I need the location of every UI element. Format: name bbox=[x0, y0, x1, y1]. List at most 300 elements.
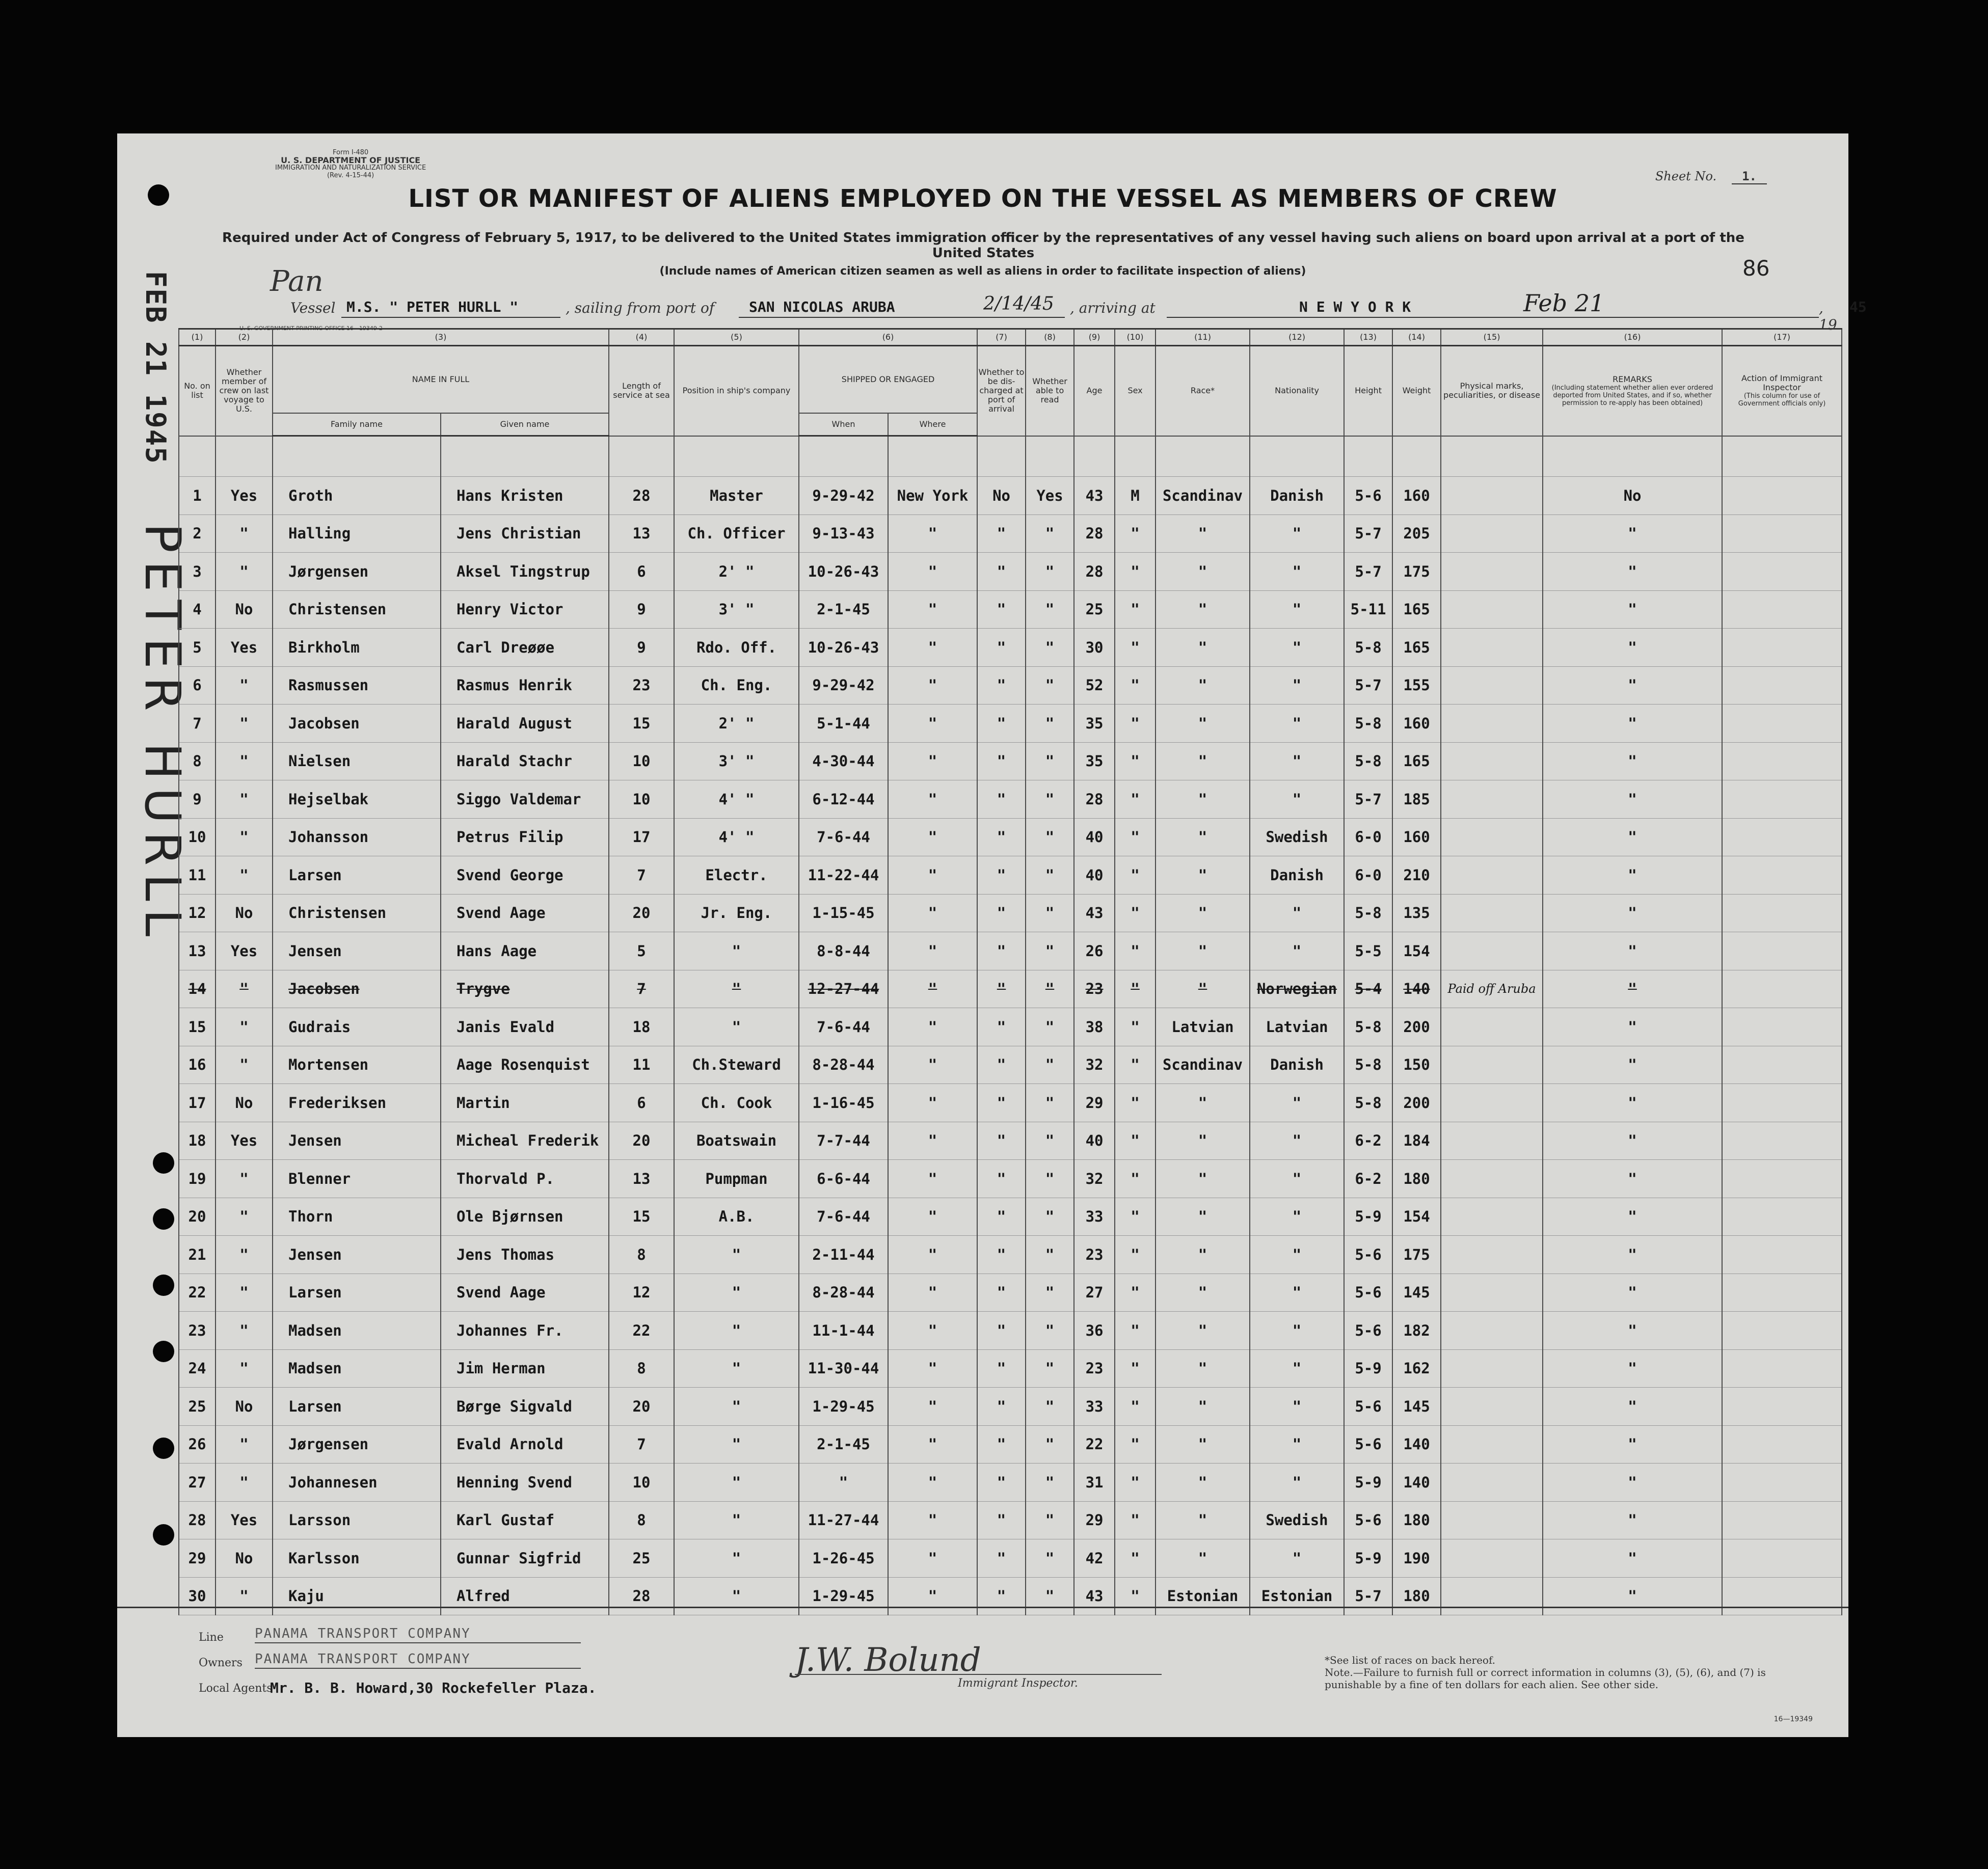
age: 32 bbox=[1074, 1160, 1115, 1198]
weight: 150 bbox=[1392, 1046, 1441, 1084]
inspector-action bbox=[1722, 742, 1842, 780]
family-name: Jørgensen bbox=[273, 553, 441, 591]
physical-marks bbox=[1441, 1577, 1543, 1615]
given-name: Jens Christian bbox=[441, 514, 609, 553]
row-number: 4 bbox=[179, 590, 216, 629]
given-name: Aksel Tingstrup bbox=[441, 553, 609, 591]
row-number: 21 bbox=[179, 1236, 216, 1274]
crew-row bbox=[179, 742, 1842, 780]
height: 5-5 bbox=[1344, 932, 1392, 970]
nationality: " bbox=[1250, 894, 1344, 932]
nationality: " bbox=[1250, 1349, 1344, 1388]
physical-marks bbox=[1441, 742, 1543, 780]
sex: " bbox=[1115, 1274, 1156, 1312]
race: Scandinav bbox=[1156, 477, 1250, 515]
inspector-action bbox=[1722, 514, 1842, 553]
family-name: Johannesen bbox=[273, 1464, 441, 1502]
remarks: " bbox=[1543, 1425, 1722, 1464]
discharged: " bbox=[977, 818, 1026, 856]
physical-marks bbox=[1441, 1274, 1543, 1312]
nationality: " bbox=[1250, 1388, 1344, 1426]
crew-row bbox=[179, 1122, 1842, 1160]
family-name: Rasmussen bbox=[273, 666, 441, 705]
inspector-action bbox=[1722, 1236, 1842, 1274]
family-name: Birkholm bbox=[273, 629, 441, 667]
shipped-when: 7-6-44 bbox=[799, 818, 888, 856]
shipped-where: " bbox=[888, 590, 977, 629]
able-to-read: " bbox=[1026, 1122, 1074, 1160]
col-nationality: Nationality bbox=[1250, 346, 1344, 436]
length-of-service: 9 bbox=[609, 629, 674, 667]
able-to-read: " bbox=[1026, 1501, 1074, 1539]
row-number: 2 bbox=[179, 514, 216, 553]
last-voyage: " bbox=[216, 514, 273, 553]
remarks: " bbox=[1543, 1008, 1722, 1046]
col-race: Race* bbox=[1156, 346, 1250, 436]
physical-marks bbox=[1441, 1160, 1543, 1198]
length-of-service: 13 bbox=[609, 1160, 674, 1198]
footer-divider bbox=[117, 1607, 1848, 1608]
length-of-service: 7 bbox=[609, 856, 674, 895]
row-number: 16 bbox=[179, 1046, 216, 1084]
discharged: " bbox=[977, 1349, 1026, 1388]
footer-notes bbox=[1325, 1654, 1814, 1691]
handwritten-page-number: 86 bbox=[1742, 256, 1770, 281]
crew-row bbox=[179, 477, 1842, 515]
row-number: 30 bbox=[179, 1577, 216, 1615]
age: 25 bbox=[1074, 590, 1115, 629]
crew-row bbox=[179, 1425, 1842, 1464]
row-number: 29 bbox=[179, 1539, 216, 1578]
sex: " bbox=[1115, 856, 1156, 895]
length-of-service: 20 bbox=[609, 1122, 674, 1160]
discharged: " bbox=[977, 1388, 1026, 1426]
shipped-when: 1-29-45 bbox=[799, 1388, 888, 1426]
shipped-where: " bbox=[888, 1198, 977, 1236]
row-number: 19 bbox=[179, 1160, 216, 1198]
crew-row bbox=[179, 818, 1842, 856]
inspector-action bbox=[1722, 1160, 1842, 1198]
remarks: " bbox=[1543, 970, 1722, 1008]
given-name: Johannes Fr. bbox=[441, 1312, 609, 1350]
physical-marks bbox=[1441, 932, 1543, 970]
inspector-action bbox=[1722, 1464, 1842, 1502]
length-of-service: 10 bbox=[609, 780, 674, 819]
given-name: Evald Arnold bbox=[441, 1425, 609, 1464]
crew-row bbox=[179, 932, 1842, 970]
position: Ch. Cook bbox=[674, 1084, 799, 1122]
last-voyage: " bbox=[216, 666, 273, 705]
nationality: " bbox=[1250, 1539, 1344, 1578]
punch-hole bbox=[153, 1438, 174, 1459]
shipped-where: " bbox=[888, 1236, 977, 1274]
line-value: PANAMA TRANSPORT COMPANY bbox=[255, 1626, 471, 1641]
age: 33 bbox=[1074, 1198, 1115, 1236]
last-voyage: " bbox=[216, 1160, 273, 1198]
inspector-action bbox=[1722, 705, 1842, 743]
shipped-when: 2-1-45 bbox=[799, 590, 888, 629]
race: " bbox=[1156, 894, 1250, 932]
family-name: Kaju bbox=[273, 1577, 441, 1615]
shipped-when: 1-15-45 bbox=[799, 894, 888, 932]
able-to-read: " bbox=[1026, 1577, 1074, 1615]
able-to-read: " bbox=[1026, 932, 1074, 970]
col-age: Age bbox=[1074, 346, 1115, 436]
height: 5-7 bbox=[1344, 1577, 1392, 1615]
weight: 185 bbox=[1392, 780, 1441, 819]
weight: 165 bbox=[1392, 590, 1441, 629]
shipped-where: " bbox=[888, 856, 977, 895]
able-to-read: " bbox=[1026, 666, 1074, 705]
race: " bbox=[1156, 1388, 1250, 1426]
service-name: IMMIGRATION AND NATURALIZATION SERVICE bbox=[275, 164, 426, 172]
length-of-service: 23 bbox=[609, 666, 674, 705]
last-voyage: No bbox=[216, 894, 273, 932]
family-name: Mortensen bbox=[273, 1046, 441, 1084]
age: 43 bbox=[1074, 894, 1115, 932]
last-voyage: No bbox=[216, 1539, 273, 1578]
crew-row bbox=[179, 1312, 1842, 1350]
physical-marks bbox=[1441, 477, 1543, 515]
position: " bbox=[674, 932, 799, 970]
nationality: " bbox=[1250, 1274, 1344, 1312]
col-discharged: Whether to be dis-charged at port of arrival bbox=[977, 346, 1026, 436]
last-voyage: Yes bbox=[216, 1122, 273, 1160]
inspector-action bbox=[1722, 1084, 1842, 1122]
form-number: Form I-480 bbox=[332, 149, 369, 156]
weight: 165 bbox=[1392, 742, 1441, 780]
col-where: Where bbox=[888, 413, 977, 436]
physical-marks bbox=[1441, 1539, 1543, 1578]
age: 35 bbox=[1074, 742, 1115, 780]
height: 5-9 bbox=[1344, 1198, 1392, 1236]
height: 6-0 bbox=[1344, 818, 1392, 856]
last-voyage: " bbox=[216, 1008, 273, 1046]
race: " bbox=[1156, 856, 1250, 895]
nationality: " bbox=[1250, 932, 1344, 970]
physical-marks bbox=[1441, 1388, 1543, 1426]
last-voyage: No bbox=[216, 1084, 273, 1122]
position: " bbox=[674, 970, 799, 1008]
last-voyage: " bbox=[216, 553, 273, 591]
age: 40 bbox=[1074, 818, 1115, 856]
line-field bbox=[199, 1626, 471, 1644]
sex: " bbox=[1115, 1388, 1156, 1426]
crew-row bbox=[179, 1198, 1842, 1236]
race: " bbox=[1156, 1122, 1250, 1160]
family-name: Nielsen bbox=[273, 742, 441, 780]
agents-field bbox=[199, 1682, 273, 1695]
shipped-where: " bbox=[888, 1046, 977, 1084]
weight: 180 bbox=[1392, 1577, 1441, 1615]
position: Ch.Steward bbox=[674, 1046, 799, 1084]
row-number: 7 bbox=[179, 705, 216, 743]
race: " bbox=[1156, 1198, 1250, 1236]
nationality: Danish bbox=[1250, 1046, 1344, 1084]
nationality: " bbox=[1250, 1122, 1344, 1160]
able-to-read: " bbox=[1026, 1046, 1074, 1084]
sex: " bbox=[1115, 1198, 1156, 1236]
sex: " bbox=[1115, 629, 1156, 667]
row-number: 5 bbox=[179, 629, 216, 667]
discharged: " bbox=[977, 894, 1026, 932]
last-voyage: " bbox=[216, 1046, 273, 1084]
given-name: Micheal Frederik bbox=[441, 1122, 609, 1160]
last-voyage: No bbox=[216, 590, 273, 629]
vessel-name: M.S. " PETER HURLL " bbox=[346, 299, 519, 315]
owners-field bbox=[199, 1651, 471, 1669]
able-to-read: " bbox=[1026, 1198, 1074, 1236]
inspector-signature: J.W. Bolund bbox=[795, 1641, 981, 1679]
family-name: Thorn bbox=[273, 1198, 441, 1236]
physical-marks bbox=[1441, 856, 1543, 895]
weight: 160 bbox=[1392, 818, 1441, 856]
length-of-service: 20 bbox=[609, 1388, 674, 1426]
shipped-where: " bbox=[888, 970, 977, 1008]
discharged: " bbox=[977, 1122, 1026, 1160]
length-of-service: 25 bbox=[609, 1539, 674, 1578]
given-name: Jens Thomas bbox=[441, 1236, 609, 1274]
given-name: Petrus Filip bbox=[441, 818, 609, 856]
family-name: Halling bbox=[273, 514, 441, 553]
shipped-when: 2-1-45 bbox=[799, 1425, 888, 1464]
discharged: " bbox=[977, 1198, 1026, 1236]
able-to-read: " bbox=[1026, 629, 1074, 667]
row-number: 18 bbox=[179, 1122, 216, 1160]
age: 23 bbox=[1074, 970, 1115, 1008]
weight: 184 bbox=[1392, 1122, 1441, 1160]
able-to-read: " bbox=[1026, 1425, 1074, 1464]
discharged: " bbox=[977, 1084, 1026, 1122]
row-number: 10 bbox=[179, 818, 216, 856]
height: 5-4 bbox=[1344, 970, 1392, 1008]
family-name: Larsen bbox=[273, 856, 441, 895]
shipped-where: " bbox=[888, 666, 977, 705]
position: " bbox=[674, 1274, 799, 1312]
shipped-when: 9-29-42 bbox=[799, 666, 888, 705]
remarks: " bbox=[1543, 1464, 1722, 1502]
remarks-title: REMARKS bbox=[1613, 374, 1652, 384]
position: Jr. Eng. bbox=[674, 894, 799, 932]
shipped-where: " bbox=[888, 780, 977, 819]
sex: " bbox=[1115, 590, 1156, 629]
crew-row bbox=[179, 629, 1842, 667]
family-name: Jacobsen bbox=[273, 705, 441, 743]
discharged: " bbox=[977, 705, 1026, 743]
note-failure: Note.—Failure to furnish full or correct information in columns (3), (5), (6), and (7) is punishable by a fine of ten dollars for each alien. See other side. bbox=[1325, 1666, 1766, 1691]
race: Estonian bbox=[1156, 1577, 1250, 1615]
sex: M bbox=[1115, 477, 1156, 515]
remarks: " bbox=[1543, 1160, 1722, 1198]
weight: 180 bbox=[1392, 1501, 1441, 1539]
shipped-when: 4-30-44 bbox=[799, 742, 888, 780]
manifest-sheet bbox=[117, 133, 1867, 1737]
nationality: " bbox=[1250, 705, 1344, 743]
race: " bbox=[1156, 1425, 1250, 1464]
page-title: LIST OR MANIFEST OF ALIENS EMPLOYED ON THE VESSEL AS MEMBERS OF CREW bbox=[408, 184, 1557, 213]
physical-marks bbox=[1441, 1236, 1543, 1274]
race: " bbox=[1156, 629, 1250, 667]
owners-value: PANAMA TRANSPORT COMPANY bbox=[255, 1651, 471, 1667]
row-number: 9 bbox=[179, 780, 216, 819]
nationality: Danish bbox=[1250, 477, 1344, 515]
last-voyage: " bbox=[216, 705, 273, 743]
shipped-when: 7-6-44 bbox=[799, 1008, 888, 1046]
family-name: Christensen bbox=[273, 590, 441, 629]
family-name: Frederiksen bbox=[273, 1084, 441, 1122]
last-voyage: " bbox=[216, 856, 273, 895]
race: " bbox=[1156, 970, 1250, 1008]
last-voyage: " bbox=[216, 742, 273, 780]
weight: 154 bbox=[1392, 932, 1441, 970]
discharged: " bbox=[977, 1008, 1026, 1046]
row-number: 25 bbox=[179, 1388, 216, 1426]
shipped-when: 7-7-44 bbox=[799, 1122, 888, 1160]
position: Ch. Officer bbox=[674, 514, 799, 553]
shipped-when: 5-1-44 bbox=[799, 705, 888, 743]
height: 5-6 bbox=[1344, 1312, 1392, 1350]
remarks-note: (Including statement whether alien ever ordered deported from United States, and if so, whether permission to re-apply has been obtained) bbox=[1551, 384, 1713, 407]
col-sex: Sex bbox=[1115, 346, 1156, 436]
weight: 145 bbox=[1392, 1388, 1441, 1426]
port-from: SAN NICOLAS ARUBA bbox=[749, 299, 895, 315]
inspector-action bbox=[1722, 1046, 1842, 1084]
shipped-when: 6-12-44 bbox=[799, 780, 888, 819]
age: 28 bbox=[1074, 553, 1115, 591]
shipped-when: 9-13-43 bbox=[799, 514, 888, 553]
height: 5-8 bbox=[1344, 1084, 1392, 1122]
remarks: " bbox=[1543, 1274, 1722, 1312]
owners-label: Owners bbox=[199, 1657, 243, 1669]
shipped-when: 10-26-43 bbox=[799, 553, 888, 591]
age: 28 bbox=[1074, 780, 1115, 819]
last-voyage: Yes bbox=[216, 932, 273, 970]
remarks: " bbox=[1543, 666, 1722, 705]
given-name: Jim Herman bbox=[441, 1349, 609, 1388]
page-subnote: (Include names of American citizen seamen as well as aliens in order to facilitate inspection of aliens) bbox=[659, 265, 1306, 278]
discharged: " bbox=[977, 514, 1026, 553]
race: " bbox=[1156, 590, 1250, 629]
last-voyage: " bbox=[216, 1464, 273, 1502]
last-voyage: Yes bbox=[216, 477, 273, 515]
shipped-when: 1-16-45 bbox=[799, 1084, 888, 1122]
family-name: Blenner bbox=[273, 1160, 441, 1198]
row-number: 14 bbox=[179, 970, 216, 1008]
inspector-action bbox=[1722, 856, 1842, 895]
length-of-service: 10 bbox=[609, 1464, 674, 1502]
nationality: Latvian bbox=[1250, 1008, 1344, 1046]
height: 5-7 bbox=[1344, 553, 1392, 591]
length-of-service: 8 bbox=[609, 1236, 674, 1274]
height: 5-8 bbox=[1344, 894, 1392, 932]
remarks: " bbox=[1543, 856, 1722, 895]
age: 33 bbox=[1074, 1388, 1115, 1426]
shipped-when: 11-22-44 bbox=[799, 856, 888, 895]
row-number: 3 bbox=[179, 553, 216, 591]
physical-marks bbox=[1441, 1425, 1543, 1464]
inspector-action bbox=[1722, 477, 1842, 515]
shipped-where: " bbox=[888, 1425, 977, 1464]
able-to-read: " bbox=[1026, 705, 1074, 743]
position: 2' " bbox=[674, 553, 799, 591]
discharged: " bbox=[977, 1274, 1026, 1312]
inspector-action bbox=[1722, 818, 1842, 856]
shipped-where: New York bbox=[888, 477, 977, 515]
remarks: " bbox=[1543, 1198, 1722, 1236]
race: " bbox=[1156, 780, 1250, 819]
nationality: " bbox=[1250, 1464, 1344, 1502]
shipped-where: " bbox=[888, 1274, 977, 1312]
family-name: Karlsson bbox=[273, 1539, 441, 1578]
shipped-where: " bbox=[888, 1388, 977, 1426]
weight: 140 bbox=[1392, 1425, 1441, 1464]
inspector-action bbox=[1722, 553, 1842, 591]
height: 5-8 bbox=[1344, 629, 1392, 667]
weight: 210 bbox=[1392, 856, 1441, 895]
weight: 205 bbox=[1392, 514, 1441, 553]
row-number: 23 bbox=[179, 1312, 216, 1350]
physical-marks bbox=[1441, 514, 1543, 553]
able-to-read: " bbox=[1026, 1312, 1074, 1350]
punch-hole bbox=[153, 1275, 174, 1296]
sex: " bbox=[1115, 666, 1156, 705]
shipped-where: " bbox=[888, 932, 977, 970]
row-number: 22 bbox=[179, 1274, 216, 1312]
shipped-where: " bbox=[888, 1464, 977, 1502]
crew-row bbox=[179, 1274, 1842, 1312]
weight: 175 bbox=[1392, 1236, 1441, 1274]
col-weight: Weight bbox=[1392, 346, 1441, 436]
age: 42 bbox=[1074, 1539, 1115, 1578]
col-when: When bbox=[799, 413, 888, 436]
position: " bbox=[674, 1539, 799, 1578]
remarks: No bbox=[1543, 477, 1722, 515]
nationality: " bbox=[1250, 629, 1344, 667]
inspector-action bbox=[1722, 1312, 1842, 1350]
crew-row bbox=[179, 705, 1842, 743]
nationality: " bbox=[1250, 1160, 1344, 1198]
height: 6-2 bbox=[1344, 1122, 1392, 1160]
height: 5-6 bbox=[1344, 1501, 1392, 1539]
physical-marks bbox=[1441, 629, 1543, 667]
last-voyage: " bbox=[216, 1349, 273, 1388]
physical-marks: Paid off Aruba bbox=[1441, 970, 1543, 1008]
physical-marks bbox=[1441, 1501, 1543, 1539]
position: " bbox=[674, 1501, 799, 1539]
position: " bbox=[674, 1236, 799, 1274]
position: " bbox=[674, 1349, 799, 1388]
last-voyage: No bbox=[216, 1388, 273, 1426]
crew-row bbox=[179, 780, 1842, 819]
discharged: " bbox=[977, 1236, 1026, 1274]
race: " bbox=[1156, 705, 1250, 743]
row-number: 17 bbox=[179, 1084, 216, 1122]
sex: " bbox=[1115, 705, 1156, 743]
weight: 190 bbox=[1392, 1539, 1441, 1578]
length-of-service: 5 bbox=[609, 932, 674, 970]
given-name: Harald Stachr bbox=[441, 742, 609, 780]
physical-marks bbox=[1441, 705, 1543, 743]
discharged: " bbox=[977, 1160, 1026, 1198]
race: " bbox=[1156, 1501, 1250, 1539]
discharged: " bbox=[977, 1425, 1026, 1464]
weight: 140 bbox=[1392, 1464, 1441, 1502]
sex: " bbox=[1115, 1236, 1156, 1274]
given-name: Aage Rosenquist bbox=[441, 1046, 609, 1084]
shipped-when: 11-27-44 bbox=[799, 1501, 888, 1539]
family-name: Jørgensen bbox=[273, 1425, 441, 1464]
shipped-when: 6-6-44 bbox=[799, 1160, 888, 1198]
